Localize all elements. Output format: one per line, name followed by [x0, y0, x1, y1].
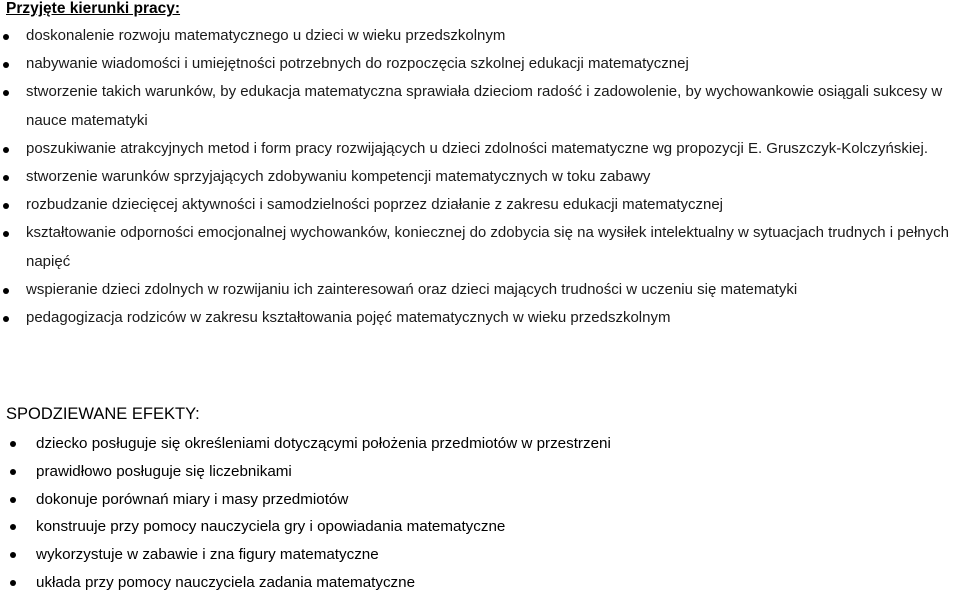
list-item-text: rozbudzanie dziecięcej aktywności i samodzielności poprzez działanie z zakresu edukacji matematycznej [26, 196, 724, 214]
effects-list [0, 430, 960, 597]
list-item-text: wspieranie dzieci zdolnych w rozwijaniu ich zainteresowań oraz dzieci mających trudności w uczeniu się matematyki [26, 280, 798, 298]
list-item [0, 219, 960, 275]
list-item-text: dziecko posługuje się określeniami dotyczącymi położenia przedmiotów w przestrzeni [36, 435, 611, 452]
bullet-icon [10, 469, 16, 475]
list-item-text: prawidłowo posługuje się liczebnikami [36, 462, 292, 480]
list-item-text: stworzenie warunków sprzyjających zdobywaniu kompetencji matematycznych w toku zabawy [26, 168, 651, 186]
bullet-icon [3, 231, 9, 237]
list-item-text: stworzenie takich warunków, by edukacja matematyczna sprawiała dzieciom radość i zadowolenie, by wychowankowie osiągali sukcesy w nauce matematyki [26, 83, 943, 129]
list-item-text: poszukiwanie atrakcyjnych metod i form pracy rozwijających u dzieci zdolności matematyczne wg propozycji E. Gruszczyk-Kolczyńskiej. [26, 139, 928, 157]
list-item-text: nabywanie wiadomości i umiejętności potrzebnych do rozpoczęcia szkolnej edukacji matematycznej [26, 55, 689, 73]
bullet-icon [3, 90, 9, 96]
bullet-icon [3, 175, 9, 181]
list-item-text: układa przy pomocy nauczyciela zadania matematyczne [36, 573, 416, 591]
list-item-text: kształtowanie odporności emocjonalnej wychowanków, koniecznej do zdobycia się na wysiłek intelektualny w sytuacjach trudnych i pełnych napięć [26, 224, 949, 270]
list-item [0, 22, 960, 50]
list-item [0, 50, 960, 78]
list-item [0, 276, 960, 304]
section-title-effects-text: SPODZIEWANE EFEKTY [6, 405, 196, 423]
list-item [0, 78, 960, 134]
list-item [0, 163, 960, 191]
bullet-icon [3, 203, 9, 209]
bullet-icon [10, 524, 16, 530]
list-item [0, 430, 960, 458]
section-title-directions: Przyjęte kierunki pracy: [6, 0, 181, 17]
bullet-icon [3, 147, 9, 153]
list-item-text: pedagogizacja rodziców w zakresu kształtowania pojęć matematycznych w wieku przedszkolnym [26, 309, 671, 327]
section-title-effects [6, 404, 200, 424]
bullet-icon [3, 62, 9, 68]
bullet-icon [3, 34, 9, 40]
list-item-text: dokonuje porównań miary i masy przedmiotów [36, 490, 349, 508]
bullet-icon [10, 580, 16, 586]
list-item-text: doskonalenie rozwoju matematycznego u dzieci w wieku przedszkolnym [26, 27, 506, 44]
bullet-icon [3, 288, 9, 294]
list-item-text: konstruuje przy pomocy nauczyciela gry i opowiadania matematyczne [36, 518, 506, 536]
list-item [0, 569, 960, 597]
list-item [0, 304, 960, 332]
list-item [0, 458, 960, 486]
bullet-icon [3, 316, 9, 322]
list-item-text: wykorzystuje w zabawie i zna figury matematyczne [36, 546, 379, 564]
bullet-icon [10, 552, 16, 558]
list-item [0, 135, 960, 163]
list-item [0, 513, 960, 541]
list-item [0, 486, 960, 514]
bullet-icon [10, 441, 16, 447]
list-item [0, 541, 960, 569]
directions-list [0, 22, 960, 332]
list-item [0, 191, 960, 219]
bullet-icon [10, 497, 16, 503]
section-title-colon: : [195, 405, 200, 423]
